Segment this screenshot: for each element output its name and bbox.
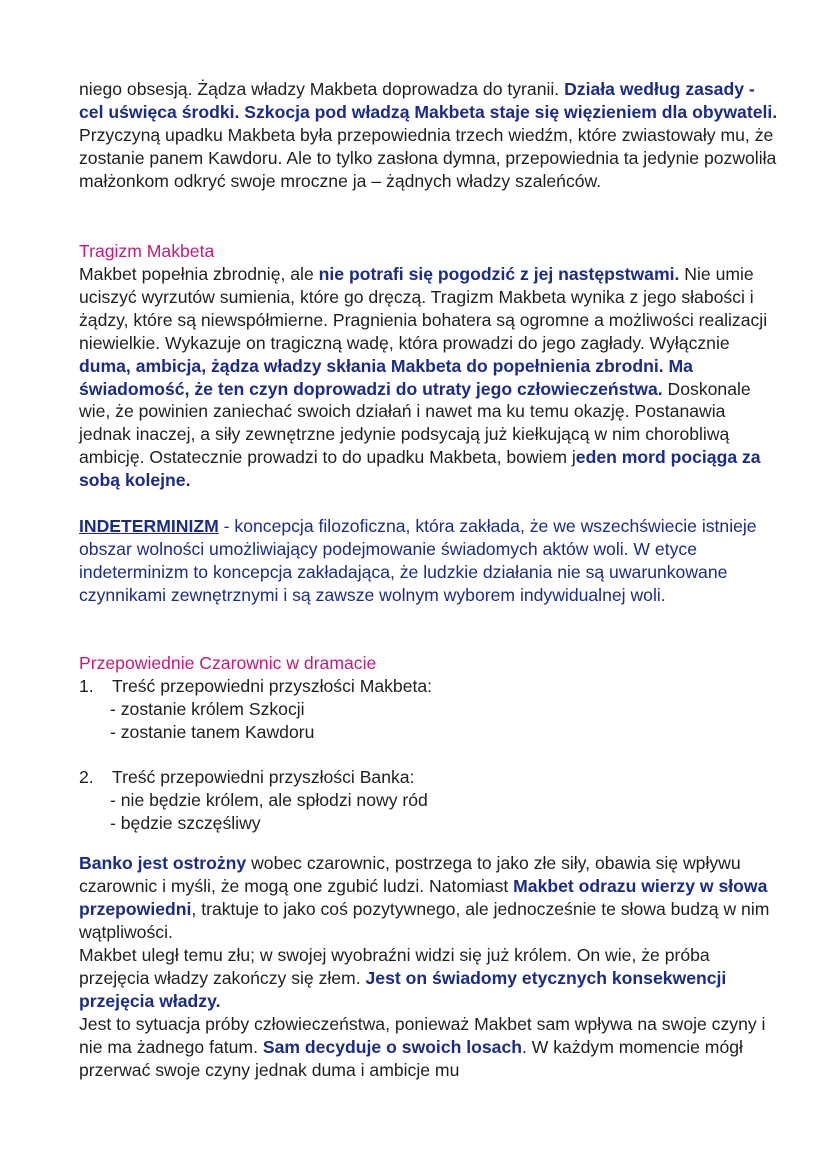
sub-list-item: - nie będzie królem, ale spłodzi nowy ród <box>110 790 428 810</box>
sub-list-item: - zostanie tanem Kawdoru <box>110 722 315 742</box>
emphasis-text: Banko jest ostrożny <box>79 853 247 873</box>
text-run: Doskonale wie, że powinien zaniechać swoich działań i nawet ma ku temu okazję. Postanawia jednak inaczej, a siły zewnętrzne jedynie podsycają już kiełkującą w nim chorobliwą ambicję. Ostatecznie prowadzi to do upadku Makbeta, bowiem j <box>79 378 751 468</box>
emphasis-text: Jest on świadomy etycznych konsekwencji przejęcia władzy. <box>79 967 727 1011</box>
text-run: niego obsesją. Żądza władzy Makbeta doprowadza do tyranii. <box>79 79 565 99</box>
list-number: 1. <box>79 676 94 696</box>
list-item-title: Treść przepowiedni przyszłości Makbeta: <box>112 676 433 696</box>
text-run: , traktuje to jako coś pozytywnego, ale jednocześnie te słowa budzą w nim wątpliwości. <box>79 898 770 942</box>
list-item <box>79 675 432 698</box>
emphasis-text: Sam decyduje o swoich losach <box>262 1036 522 1057</box>
paragraph-tragizm <box>79 263 779 492</box>
paragraph-obsesja <box>79 78 779 193</box>
section-heading-przepowiednie: Przepowiednie Czarownic w dramacie <box>79 653 377 673</box>
paragraph-makbet-ulegl <box>79 944 779 1013</box>
section-heading-tragizm: Tragizm Makbeta <box>79 241 215 261</box>
term-indeterminizm: INDETERMINIZM <box>79 516 219 536</box>
emphasis-text: nie potrafi się pogodzić z jej następstwami. <box>318 264 680 284</box>
emphasis-text: Makbet odrazu wierzy w słowa przepowiedni <box>79 875 768 919</box>
paragraph-banko <box>79 852 779 944</box>
list-number: 2. <box>79 767 94 787</box>
text-run: Przyczyną upadku Makbeta była przepowiednia trzech wiedźm, które zwiastowały mu, że zostanie panem Kawdoru. Ale to tylko zasłona dymna, przepowiednia ta jedynie pozwoliła małżonkom odkryć swoje mroczne ja – żądnych władzy szaleńców. <box>79 124 777 191</box>
paragraph-sytuacja <box>79 1013 779 1082</box>
text-run: Jest to sytuacja próby człowieczeństwa, ponieważ Makbet sam wpływa na swoje czyny i nie ma żadnego fatum. <box>79 1014 766 1057</box>
list-item-title: Treść przepowiedni przyszłości Banka: <box>112 767 415 787</box>
emphasis-text: Działa według zasady - cel uświęca środki. Szkocja pod władzą Makbeta staje się więzieniem dla obywateli. <box>79 79 778 122</box>
sub-list-item: - zostanie królem Szkocji <box>110 699 305 719</box>
text-run: Makbet uległ temu złu; w swojej wyobraźni widzi się już królem. On wie, że próba przejęcia władzy zakończy się złem. <box>79 945 710 988</box>
list-item <box>79 766 414 789</box>
text-run: . W każdym momencie mógł przerwać swoje czyny jednak duma i ambicje mu <box>79 1036 743 1080</box>
text-run: wobec czarownic, postrzega to jako złe siły, obawia się wpływu czarownic i myśli, że mogą one zgubić ludzi. Natomiast <box>79 853 741 896</box>
text-run: Makbet popełnia zbrodnię, ale <box>79 264 319 284</box>
sub-list-item: - będzie szczęśliwy <box>110 813 261 833</box>
text-run: Nie umie uciszyć wyrzutów sumienia, które go dręczą. Tragizm Makbeta wynika z jego słabości i żądzy, które są niewspółmierne. Pragnienia bohatera są ogromne a możliwości realizacji niewielkie. Wykazuje on tragiczną wadę, która prowadzi do jego zagłady. Wyłącznie <box>79 264 768 353</box>
definition-text: - koncepcja filozoficzna, która zakłada, że we wszechświecie istnieje obszar wolności umożliwiający podejmowanie świadomych aktów woli. W etyce indeterminizm to koncepcja zakładająca, że ludzkie działania nie są uwarunkowane czynnikami zewnętrznymi i są zawsze wolnym wyborem indywidualnej woli. <box>79 516 757 605</box>
paragraph-indeterminizm <box>79 515 779 607</box>
emphasis-text: eden mord pociąga za sobą kolejne. <box>79 447 761 491</box>
emphasis-text: duma, ambicja, żądza władzy skłania Makbeta do popełnienia zbrodni. Ma świadomość, że ten czyn doprowadzi do utraty jego człowieczeństwa. <box>79 355 693 399</box>
